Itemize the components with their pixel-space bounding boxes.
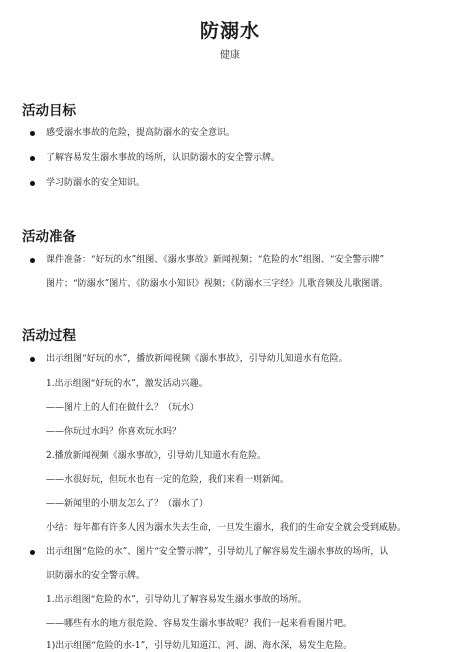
process-step-1-sub-5: ——水很好玩，但玩水也有一定的危险，我们来看一则新闻。 bbox=[46, 475, 290, 485]
process-step-1-sub-2: ——图片上的人们在做什么？（玩水） bbox=[46, 403, 200, 413]
section-heading-process: 活动过程 bbox=[22, 328, 76, 344]
bullet-icon bbox=[30, 181, 35, 186]
prep-line-1: 课件准备：“好玩的水”组图、《溺水事故》新闻视频；“危险的水”组图、“安全警示牌” bbox=[46, 255, 385, 265]
document-subtitle: 健康 bbox=[220, 50, 240, 61]
process-step-1-sub-1: 1.出示组图“好玩的水”，激发活动兴趣。 bbox=[46, 379, 208, 389]
goal-item-3: 学习防溺水的安全知识。 bbox=[46, 178, 146, 188]
process-step-1-sub-3: ——你玩过水吗？你喜欢玩水吗？ bbox=[46, 427, 182, 437]
bullet-icon bbox=[30, 357, 35, 362]
bullet-icon bbox=[30, 550, 35, 555]
bullet-icon bbox=[30, 156, 35, 161]
process-step-1-summary: 小结：每年都有许多人因为溺水失去生命，一旦发生溺水，我们的生命安全就会受到威胁。 bbox=[46, 523, 407, 533]
process-step-2-line-1: 出示组图“危险的水”、图片“安全警示牌”，引导幼儿了解容易发生溺水事故的场所，认 bbox=[46, 547, 389, 557]
goal-item-2: 了解容易发生溺水事故的场所，认识防溺水的安全警示牌。 bbox=[46, 153, 281, 163]
document-title: 防溺水 bbox=[199, 20, 260, 42]
goal-item-1: 感受溺水事故的危险，提高防溺水的安全意识。 bbox=[46, 128, 236, 138]
process-step-1-sub-6: ——新闻里的小朋友怎么了？（溺水了） bbox=[46, 499, 209, 509]
process-step-1: 出示组图“好玩的水”，播放新闻视频《溺水事故》，引导幼儿知道水有危险。 bbox=[46, 354, 348, 364]
prep-line-2: 图片；“防溺水”图片、《防溺水小知识》视频；《防溺水三字经》儿歌音频及儿歌图谱。 bbox=[46, 279, 389, 289]
bullet-icon bbox=[30, 258, 35, 263]
section-heading-preparation: 活动准备 bbox=[22, 229, 76, 245]
bullet-icon bbox=[30, 131, 35, 136]
process-step-1-sub-4: 2.播放新闻视频《溺水事故》，引导幼儿知道水有危险。 bbox=[46, 451, 267, 461]
process-step-2-sub-1: 1.出示组图“危险的水”，引导幼儿了解容易发生溺水事故的场所。 bbox=[46, 595, 307, 605]
process-step-2-sub-2: ——哪些有水的地方很危险、容易发生溺水事故呢？我们一起来看看图片吧。 bbox=[46, 619, 353, 629]
process-step-2-line-2: 识防溺水的安全警示牌。 bbox=[46, 571, 146, 581]
process-step-2-sub-3: 1)出示组图“危险的水-1”，引导幼儿知道江、河、湖、海水深，易发生危险。 bbox=[46, 641, 353, 651]
section-heading-goals: 活动目标 bbox=[22, 103, 76, 119]
